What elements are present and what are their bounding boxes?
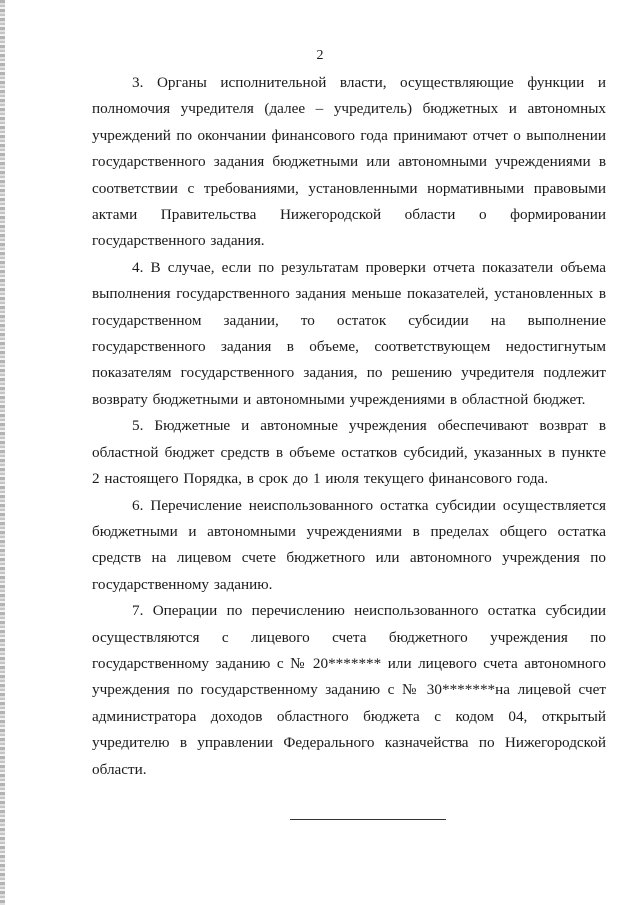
page-number: 2: [316, 48, 324, 63]
document-body: [92, 70, 606, 783]
end-of-document-line: [290, 819, 446, 820]
paragraph-5: 5. Бюджетные и автономные учреждения обеспечивают возврат в областной бюджет средств в объеме остатков субсидий, указанных в пункте 2 настоящего Порядка, в срок до 1 июля текущего финансового года.: [92, 417, 606, 488]
paragraph-7: 7. Операции по перечислению неиспользованного остатка субсидии осуществляются с лицевого счета бюджетного учреждения по государственному заданию с № 20******* или лицевого счета автономного учреждения по государственному заданию с № 30*******на лицевой счет администратора доходов областного бюджета с кодом 04, открытый учредителю в управлении Федерального казначейства по Нижегородской области.: [92, 602, 606, 778]
paragraph-4: 4. В случае, если по результатам проверки отчета показатели объема выполнения государственного задания меньше показателей, установленных в государственном задании, то остаток субсидии на выполнение государственного задания в объеме, соответствующем недостигнутым показателям государственного задания, по решению учредителя подлежит возврату бюджетными и автономными учреждениями в областной бюджет.: [92, 258, 606, 408]
paragraph-3: 3. Органы исполнительной власти, осуществляющие функции и полномочия учредителя (далее – учредитель) бюджетных и автономных учреждений по окончании финансового года принимают отчет о выполнении государственного задания бюджетными или автономными учреждениями в соответствии с требованиями, установленными нормативными правовыми актами Правительства Нижегородской области о формировании государственного задания.: [92, 74, 606, 250]
paragraph-6: 6. Перечисление неиспользованного остатка субсидии осуществляется бюджетными и автономными учреждениями в пределах общего остатка средств на лицевом счете бюджетного или автономного учреждения по государственному заданию.: [92, 496, 606, 593]
scan-edge-artifact: [0, 0, 5, 905]
